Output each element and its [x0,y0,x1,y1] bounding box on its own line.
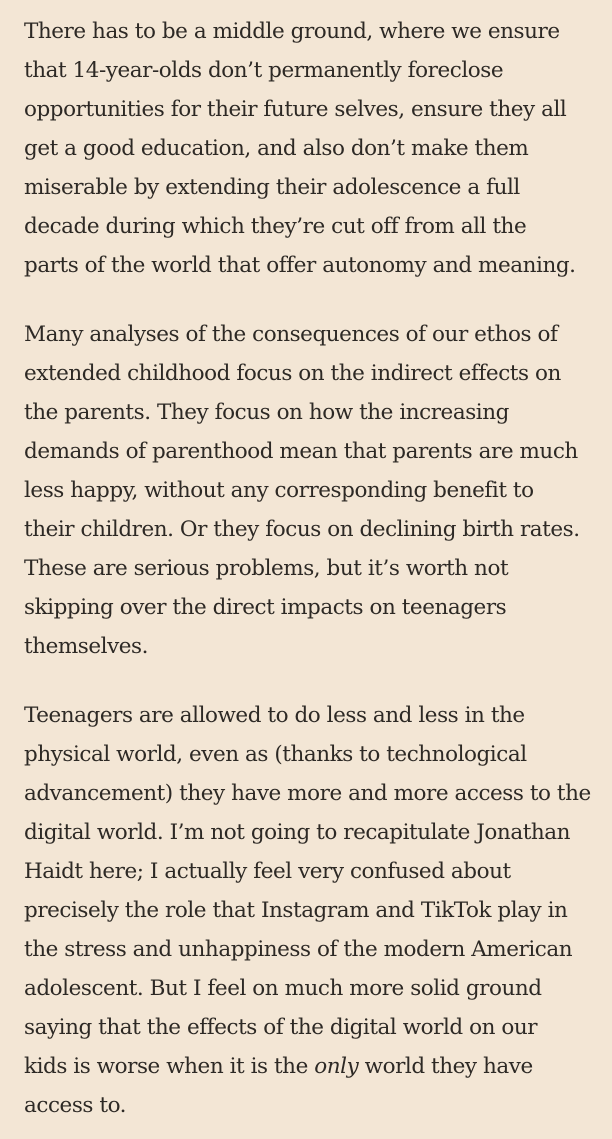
text-line: themselves. [24,634,149,659]
text-line: decade during which they’re cut off from all the [24,214,527,239]
text-line: digital world. I’m not going to recapitulate Jonathan [24,820,571,845]
paragraph-3 [24,696,598,1125]
text-line: These are serious problems, but it’s worth not [24,556,509,581]
text-segment: kids is worse when it is the [24,1054,315,1079]
text-line: their children. Or they focus on declining birth rates. [24,517,580,542]
text-line: get a good education, and also don’t make them [24,136,529,161]
text-line: less happy, without any corresponding benefit to [24,478,534,503]
text-line: There has to be a middle ground, where we ensure [24,19,560,44]
text-segment: world they have [358,1054,533,1079]
text-line: Haidt here; I actually feel very confused about [24,859,511,884]
text-line: demands of parenthood mean that parents are much [24,439,578,464]
text-line: access to. [24,1093,127,1118]
paragraph-1 [24,12,598,285]
text-line: parts of the world that offer autonomy and meaning. [24,253,576,278]
text-line: that 14-year-olds don’t permanently foreclose [24,58,504,83]
text-line: Teenagers are allowed to do less and less in the [24,703,525,728]
text-line: Many analyses of the consequences of our ethos of [24,322,558,347]
text-line: advancement) they have more and more access to the [24,781,591,806]
emphasized-word: only [314,1054,359,1079]
text-line: the parents. They focus on how the increasing [24,400,509,425]
paragraph-2 [24,315,598,666]
text-line: precisely the role that Instagram and TikTok play in [24,898,568,923]
text-line: opportunities for their future selves, ensure they all [24,97,567,122]
text-line: physical world, even as (thanks to technological [24,742,527,767]
text-line: saying that the effects of the digital world on our [24,1015,538,1040]
text-line-with-emphasis [24,1047,598,1086]
text-line: extended childhood focus on the indirect effects on [24,361,561,386]
text-line: skipping over the direct impacts on teenagers [24,595,507,620]
text-line: miserable by extending their adolescence a full [24,175,520,200]
text-line: adolescent. But I feel on much more solid ground [24,976,542,1001]
text-line: the stress and unhappiness of the modern American [24,937,573,962]
